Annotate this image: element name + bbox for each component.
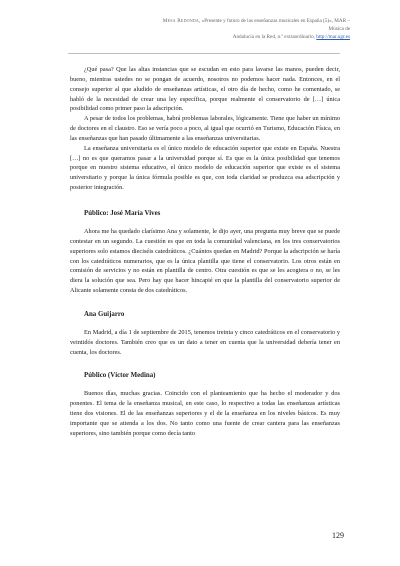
running-header — [150, 17, 350, 41]
paragraph-6: Buenos días, muchas gracias. Coincido con el planteamiento que ha hecho el moderador y dos ponentes. El tema de la enseñanza musical, en este caso, lo respectivo a todas las enseñanzas artísticas tiene dos visiones. El de las enseñanzas superiores y el de la enseñanza en los niveles básicos. Es muy importante que se atienda a los dos. No tanto como una fuente de crear cantera para las enseñanzas superiores, sino también porque como decía tanto — [70, 390, 340, 437]
spacer — [70, 296, 340, 310]
spacer — [70, 381, 340, 389]
header-citation-cont: Andalucía en la Red, n.º extraordinario, — [232, 34, 317, 40]
page-body — [70, 65, 340, 439]
paragraph-1: ¿Qué pasa? Que las altas instancias que se escudan en esto para lavarse las manos, pueden decir, bueno, mientras ustedes no se pongan de acuerdo, nosotros no podemos hacer nada. Entonces, en el consejo superior al que aludido de enseñanzas artísticas, el otro día de hecho, como he comentado, se habló de la necesidad de crear una ley específica, porque realmente el conservatorio de […] única posibilidad como primer paso la adscripción. — [70, 66, 340, 113]
paragraph-3: La enseñanza universitaria es el único modelo de educación superior que existe en España. Nuestra […] no es que queramos pasar a la universidad porque sí. Es que es la única posibilidad que tenemos porque en nuestro sistema educativo, el único modelo de educación superior que existe es el sistema universitario y porque la única fórmula posible es que, con toda claridad se produzca esa adscripción y posterior integración. — [70, 144, 340, 192]
paragraph-5: En Madrid, a día 1 de septiembre de 2015, tenemos treinta y cinco catedráticos en el conservatorio y veintidós doctores. También creo que es un dato a tener en cuenta que la universidad debería tener en cuenta, los doctores. — [70, 328, 340, 356]
spacer — [70, 219, 340, 227]
paragraph-4: Ahora me ha quedado clarísimo Ana y solamente, le dijo ayer, una pregunta muy breve que se puede contestar en un segundo. La cuestión es que en toda la comunidad valenciana, en los tres conservatorios superiores solo estamos dieciséis catedráticos. ¿Cuántos quedan en Madrid? Porque la adscripción se haría con los catedráticos numerarios, que es la única plantilla que tiene el conservatorio. Los otros están en comisión de servicios y no están en plantilla de centro. Otra cuestión es que se les acogiera o no, se les diera la solución que sea. Pero hay que hacer hincapié en que la plantilla del conservatorio superior de Alicante solamente consta de dos catedráticos. — [70, 227, 340, 295]
page-number: 129 — [332, 531, 344, 540]
speaker-heading-1: Público: José María Vives — [84, 209, 161, 217]
header-rule — [68, 53, 340, 54]
header-author: Mesa Redonda — [162, 18, 200, 24]
header-line-1 — [150, 17, 350, 33]
spacer — [70, 193, 340, 209]
header-line-2 — [150, 33, 350, 41]
spacer — [70, 320, 340, 328]
speaker-heading-3: Público (Víctor Medina) — [84, 372, 156, 380]
spacer — [70, 357, 340, 371]
header-link[interactable]: http://mar.ugr.es — [316, 34, 350, 40]
header-citation: , «Presente y futuro de las enseñanzas musicales en España (5)», MAR – Música de — [199, 18, 350, 32]
paragraph-2: A pesar de todos los problemas, habrá problemas laborales, lógicamente. Tiene que haber un mínimo de doctores en el claustro. Eso se vería poco a poco, al igual que ocurrió en Turismo, Educación Física, en las enseñanzas que han pasado últimamente a las enseñanzas universitarias. — [70, 115, 340, 142]
speaker-heading-2: Ana Guijarro — [84, 310, 125, 318]
